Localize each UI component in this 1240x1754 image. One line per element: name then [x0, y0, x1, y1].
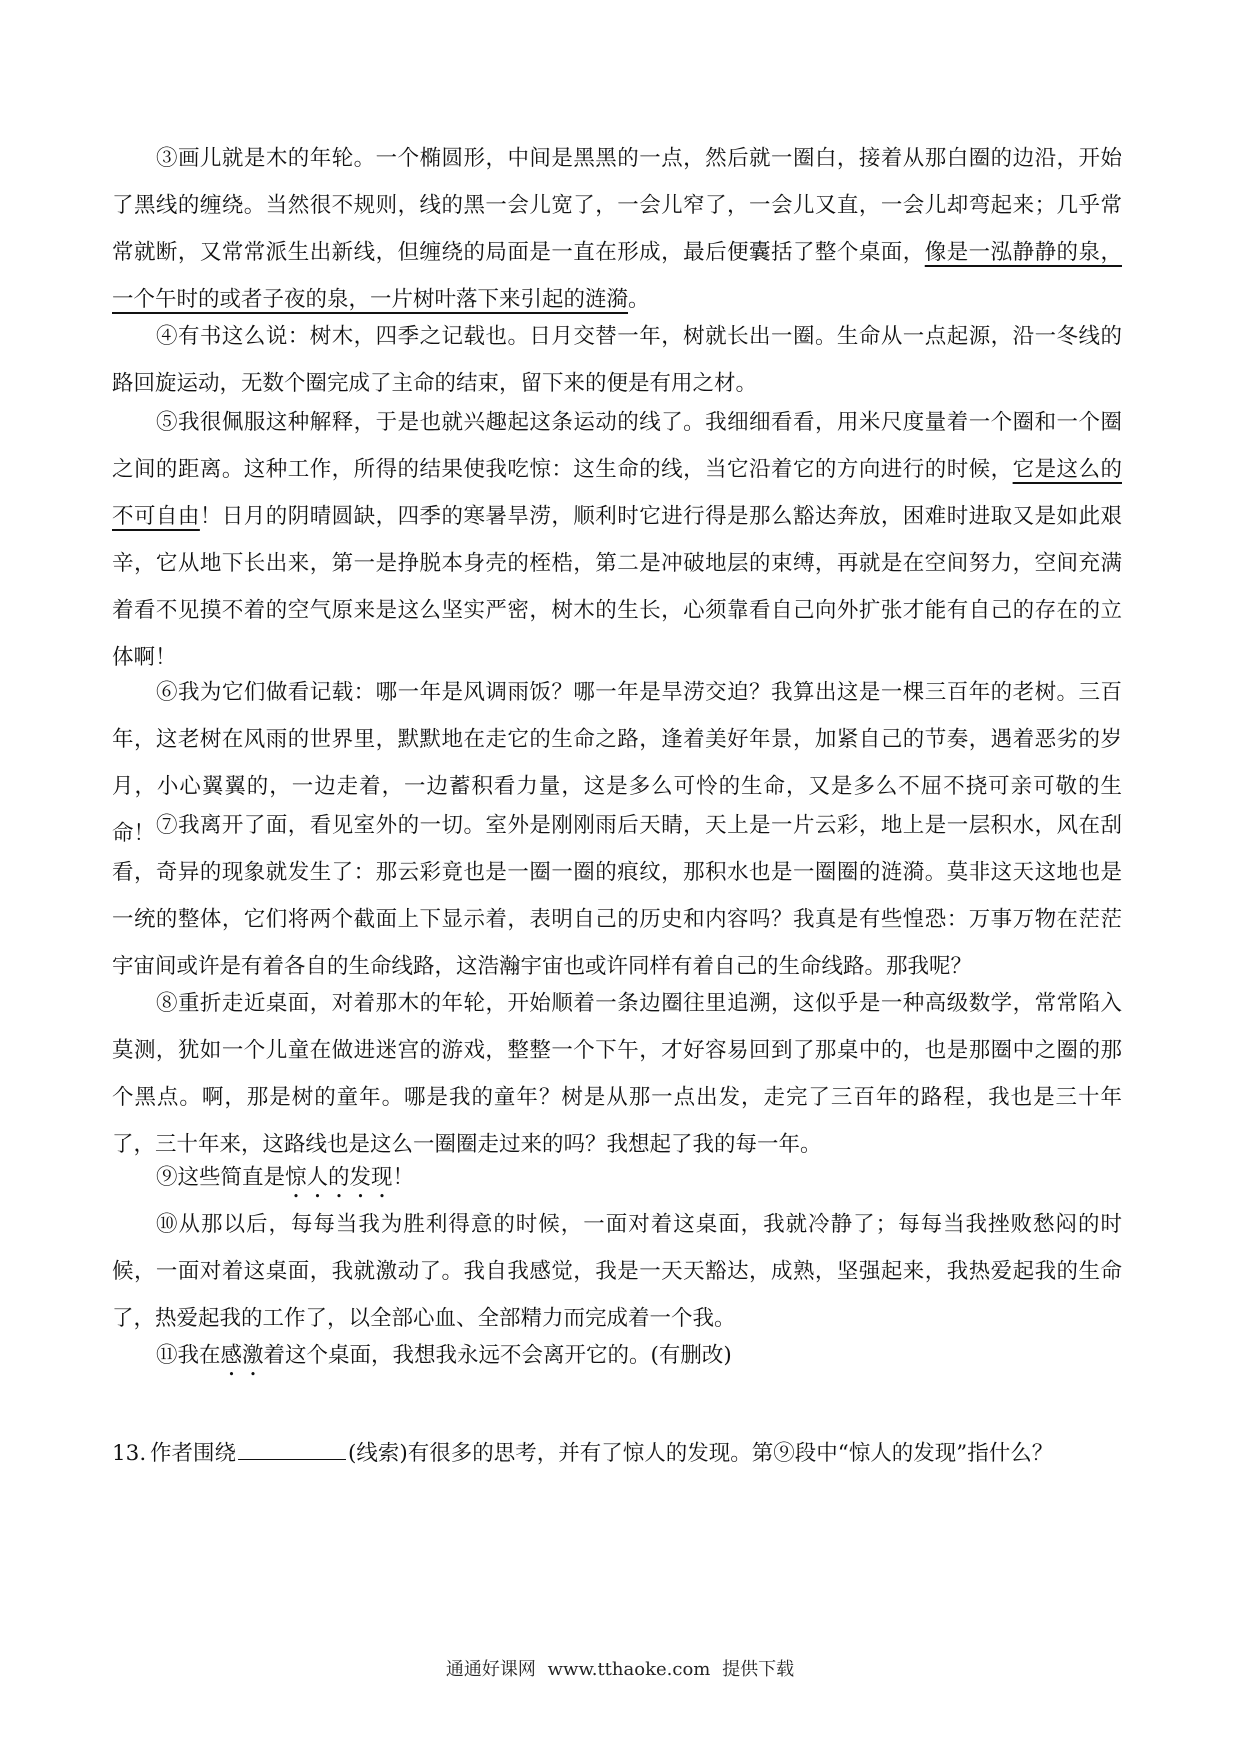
- question-text: 作者围绕: [150, 1441, 237, 1466]
- footer-site-name: 通通好课网: [445, 1659, 536, 1680]
- paragraph-10: ⑩从那以后，每每当我为胜利得意的时候，一面对着这桌面，我就冷静了；每每当我挫败愁闷的时候，一面对着这桌面，我就激动了。我自我感觉，我是一天天豁达，成熟，坚强起来，我热爱起我的生命了，热爱起我的工作了，以全部心血、全部精力而完成着一个我。: [112, 1212, 1122, 1331]
- underlined-text: 像是一泓静静的泉，一个午时的或者子夜的泉，一片树叶落下来引起的涟漪: [112, 240, 1122, 312]
- paragraph-text: 。: [628, 287, 650, 312]
- question-number: 13.: [112, 1441, 147, 1466]
- paragraph-6: ⑥我为它们做看记载：哪一年是风调雨饭？哪一年是旱涝交迫？我算出这是一棵三百年的老树。三百年，这老树在风雨的世界里，默默地在走它的生命之路，逢着美好年景，加紧自己的节奏，遇着恶劣的岁月，小心翼翼的，一边走着，一边蓄积看力量，这是多么可怜的生命，又是多么不屈不挠可亲可敬的生命！: [112, 680, 1122, 846]
- paragraph-7: ⑦我离开了面，看见室外的一切。室外是刚刚雨后天睛，天上是一片云彩，地上是一层积水，风在刮看，奇异的现象就发生了：那云彩竟也是一圈一圈的痕纹，那积水也是一圈圈的涟漪。莫非这天这地也是一统的整体，它们将两个截面上下显示着，表明自己的历史和内容吗？我真是有些惶恐：万事万物在茫茫宇宙间或许是有着各自的生命线路，这浩瀚宇宙也或许同样有着自己的生命线路。那我呢？: [112, 813, 1122, 979]
- emphasis-dotted-text: 感激: [220, 1343, 264, 1368]
- question-text: (线索)有很多的思考，并有了惊人的发现。第⑨段中“惊人的发现”指什么？: [348, 1441, 1054, 1466]
- paragraph-9: [112, 1154, 1122, 1203]
- paragraph-text: ③画儿就是木的年轮。一个椭圆形，中间是黑黑的一点，然后就一圈白，接着从那白圈的边沿，开始了黑线的缠绕。当然很不规则，线的黑一会儿宽了，一会儿窄了，一会儿又直，一会儿却弯起来；几乎常常就断，又常常派生出新线，但缠绕的局面是一直在形成，最后便囊括了整个桌面，: [112, 146, 1122, 265]
- paragraph-4: ④有书这么说：树木，四季之记载也。日月交替一年，树就长出一圈。生命从一点起源，沿一冬线的路回旋运动，无数个圈完成了主命的结束，留下来的便是有用之材。: [112, 324, 1122, 396]
- paragraph-text: ⑨这些简直是: [156, 1165, 286, 1190]
- paragraph-3: [112, 135, 1122, 323]
- emphasis-dotted-text: 惊人的发现: [285, 1165, 393, 1190]
- paragraph-text: ⑤我很佩服这种解释，于是也就兴趣起这条运动的线了。我细细看看，用米尺度量着一个圈和一个圈之间的距离。这种工作，所得的结果使我吃惊：这生命的线，当它沿着它的方向进行的时候，: [112, 410, 1122, 482]
- paragraph-5: [112, 399, 1122, 681]
- footer-url: www.tthaoke.com: [547, 1659, 711, 1680]
- underlined-text: 它是这么的不可自由: [112, 457, 1122, 529]
- paragraph-text: ！: [392, 1165, 415, 1190]
- answer-blank[interactable]: [238, 1435, 346, 1460]
- paragraph-text: 着这个桌面，我想我永远不会离开它的。(有删改): [263, 1343, 732, 1368]
- footer-suffix: 提供下载: [722, 1659, 795, 1680]
- paragraph-8: ⑧重折走近桌面，对着那木的年轮，开始顺着一条边圈往里追溯，这似乎是一种高级数学，常常陷入莫测，犹如一个儿童在做进迷宫的游戏，整整一个下午，才好容易回到了那桌中的，也是那圈中之圈的那个黑点。啊，那是树的童年。哪是我的童年？树是从那一点出发，走完了三百年的路程，我也是三十年了，三十年来，这路线也是这么一圈圈走过来的吗？我想起了我的每一年。: [112, 991, 1122, 1157]
- question-13: [112, 1430, 1122, 1477]
- page-footer: [0, 1655, 1240, 1681]
- paragraph-11: [112, 1332, 1122, 1381]
- paragraph-text: ⑪我在: [156, 1343, 221, 1368]
- paragraph-text: ！日月的阴晴圆缺，四季的寒暑旱涝，顺利时它进行得是那么豁达奔放，困难时进取又是如此艰辛，它从地下长出来，第一是挣脱本身壳的桎梏，第二是冲破地层的束缚，再就是在空间努力，空间充满着看不见摸不着的空气原来是这么坚实严密，树木的生长，心须靠看自己向外扩张才能有自己的存在的立体啊！: [112, 504, 1122, 670]
